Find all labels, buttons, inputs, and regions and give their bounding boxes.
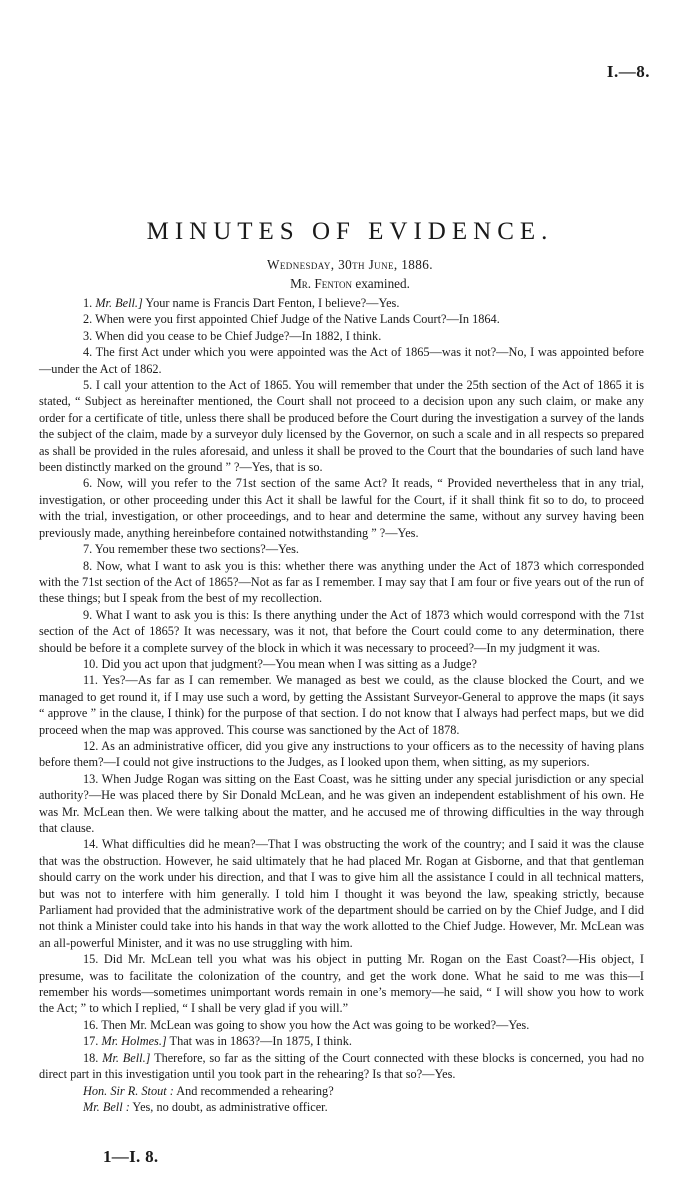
question-paragraph: 15. Did Mr. McLean tell you what was his object in putting Mr. Rogan on the East Coast?—His object, I presume, was to facilitate the colonization of the country, and get the work done. What he said to me was this—I remember his words—sometimes unimportant words remain in one’s memory—he said, “ I will show you how to work the Act; ” to which I replied, “ I shall be very glad if you will.” xyxy=(39,952,644,1016)
page-reference: I.—8. xyxy=(606,62,650,81)
question-paragraph: 7. You remember these two sections?—Yes. xyxy=(83,542,299,557)
question-paragraph: 13. When Judge Rogan was sitting on the East Coast, was he sitting under any special jurisdiction or any special authority?—He was placed there by Sir Donald McLean, and he was given an independent establishment of his own. He was Mr. McLean then. We were talking about the matter, and he accused me of throwing difficulties in the way through that clause. xyxy=(39,771,644,835)
question-paragraph: 12. As an administrative officer, did you give any instructions to your officers as to the necessity of having plans before them?—I could not give instructions to the Judges, as I looked upon them, when sitting, as my superiors. xyxy=(39,738,644,770)
question-paragraph: 8. Now, what I want to ask you is this: whether there was anything under the Act of 1873 which corresponded with the 71st section of the Act of 1865?—Not as far as I remember. I may say that I am four or five years out of the run of these things; but I speak from the best of my recollection. xyxy=(39,558,644,606)
question-paragraph: 17. Mr. Holmes.] That was in 1863?—In 1875, I think. xyxy=(83,1034,352,1049)
question-paragraph: 4. The first Act under which you were appointed was the Act of 1865—was it not?—No, I was appointed before—under the Act of 1862. xyxy=(39,345,645,376)
dialog-line: Mr. Bell : Yes, no doubt, as administrative officer. xyxy=(83,1099,328,1114)
dialog-line: Hon. Sir R. Stout : And recommended a rehearing? xyxy=(83,1083,334,1098)
witness-name: Mr. Fenton xyxy=(290,276,353,291)
question-paragraph: 2. When were you first appointed Chief Judge of the Native Lands Court?—In 1864. xyxy=(83,312,500,327)
question-paragraph: 14. What difficulties did he mean?—That I was obstructing the work of the country; and I said it was the clause that was the obstruction. However, he said ultimately that he had placed Mr. Rogan at Gisborne, and that that gentleman should carry on the work under his direction, and that I was to give him all the assistance I could in all technical matters, but was not to interfere with him generally. I told him I thought it was beyond the law, speaking strictly, because Parliament had provided that the administrative work of the department should be carried on by the Chief Judge, and I did not think a Minister could take into his hands in that way the work allotted to the Chief Judge. However, Mr. McLean was an all-powerful Minister, and it was no use struggling with him. xyxy=(39,837,644,950)
witness-suffix: examined. xyxy=(352,276,410,291)
question-paragraph: 18. Mr. Bell.] Therefore, so far as the sitting of the Court connected with these blocks is concerned, you had no direct part in this investigation until you took part in the rehearing? Is that so?—Yes. xyxy=(39,1050,644,1082)
signature-mark: 1—I. 8. xyxy=(103,1147,159,1166)
document-title: MINUTES OF EVIDENCE. xyxy=(146,218,554,245)
witness-line xyxy=(0,276,700,292)
question-paragraph: 16. Then Mr. McLean was going to show you how the Act was going to be worked?—Yes. xyxy=(83,1017,530,1032)
question-paragraph: 3. When did you cease to be Chief Judge?—In 1882, I think. xyxy=(83,328,382,343)
question-paragraph: 10. Did you act upon that judgment?—You mean when I was sitting as a Judge? xyxy=(83,656,477,671)
question-paragraph: 6. Now, will you refer to the 71st section of the same Act? It reads, “ Provided nevertheless that in any trial, investigation, or other proceeding under this Act it shall be lawful for the Court, if it shall think fit so to do, to proceed with the trial, investigation, or other proceedings, and to hear and determine the same, without any survey having been previously made, anything hereinbefore contained notwithstanding ” ?—Yes. xyxy=(39,476,644,540)
question-paragraph: 5. I call your attention to the Act of 1865. You will remember that under the 25th section of the Act of 1865 it is stated, “ Subject as hereinafter mentioned, the Court shall not proceed to a decision upon any such claim, or make any order for a certificate of title, unless there shall be produced before the Court during the investigation a survey of the lands the subject of the claim, made by a surveyor duly licensed by the Governor, on such a scale and in all respects so prepared as shall be provided in the rules aforesaid, and unless it shall be proved to the Court that the boundaries of such land have been distinctly marked on the ground ” ?—Yes, that is so. xyxy=(39,378,645,475)
question-paragraph: 9. What I want to ask you is this: Is there anything under the Act of 1873 which would correspond with the 71st section of the Act of 1865? It was necessary, was it not, that before the Court could come to any determination, there should be before it a complete survey of the block in which it was necessary to proceed?—In my judgment it was. xyxy=(39,607,644,655)
question-paragraph: 11. Yes?—As far as I can remember. We managed as best we could, as the clause blocked the Court, and we managed to get round it, if I may use such a word, by getting the Assistant Surveyor-General to approve the maps (it says “ approve ” in the clause, I think) for the purpose of that section. I do not know that I always had perfect maps, but we did proceed when the map was approved. This course was sanctioned by the Act of 1878. xyxy=(39,673,644,737)
question-paragraph: 1. Mr. Bell.] Your name is Francis Dart Fenton, I believe?—Yes. xyxy=(83,296,400,310)
evidence-body xyxy=(39,295,644,1115)
session-date: Wednesday, 30th June, 1886. xyxy=(267,257,433,272)
